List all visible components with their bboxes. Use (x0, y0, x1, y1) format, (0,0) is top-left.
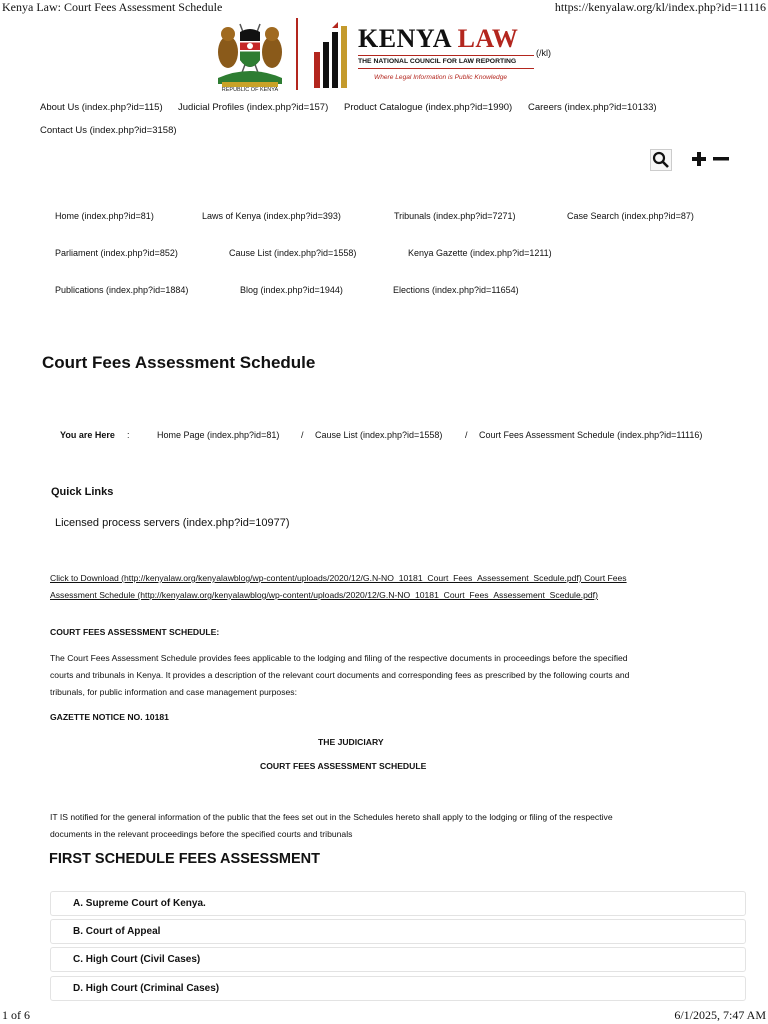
nav-tribunals[interactable]: Tribunals (index.php?id=7271) (394, 211, 516, 221)
accordion-high-court-civil[interactable] (50, 947, 746, 972)
top-nav-careers[interactable]: Careers (index.php?id=10133) (528, 102, 657, 113)
breadcrumb-cause-list[interactable]: Cause List (index.php?id=1558) (315, 430, 443, 440)
print-footer-datetime: 6/1/2025, 7:47 AM (674, 1008, 766, 1022)
zoom-out-button[interactable] (713, 152, 729, 166)
breadcrumb-separator: / (465, 430, 468, 440)
nav-publications[interactable]: Publications (index.php?id=1884) (55, 285, 189, 295)
content-heading: COURT FEES ASSESSMENT SCHEDULE: (50, 627, 220, 637)
logo-divider (296, 18, 298, 90)
quick-link-process-servers[interactable]: Licensed process servers (index.php?id=10977) (55, 517, 290, 529)
accordion-label: C. High Court (Civil Cases) (73, 954, 201, 965)
notice-line-2: documents in the relevant proceedings before the specified courts and tribunals (50, 829, 353, 839)
nav-parliament[interactable]: Parliament (index.php?id=852) (55, 248, 178, 258)
nav-blog[interactable]: Blog (index.php?id=1944) (240, 285, 343, 295)
download-link-continued[interactable]: Assessment Schedule (http://kenyalaw.org/kenyalawblog/wp-content/uploads/2020/12/G.N-NO_10181_Court_Fees_Assessement_Scedule.pdf) (50, 590, 598, 600)
notice-line-1: IT IS notified for the general information of the public that the fees set out in the Schedules hereto shall apply to the lodging or filing of the respective (50, 812, 613, 822)
nav-cause-list[interactable]: Cause List (index.php?id=1558) (229, 248, 357, 258)
magnifier-icon (651, 150, 671, 170)
accordion-high-court-criminal[interactable] (50, 976, 746, 1001)
accordion-label: B. Court of Appeal (73, 926, 161, 937)
accordion-label: A. Supreme Court of Kenya. (73, 898, 206, 909)
accordion-supreme-court[interactable] (50, 891, 746, 916)
nav-elections[interactable]: Elections (index.php?id=11654) (393, 285, 519, 295)
brand-rule (358, 55, 534, 56)
nav-case-search[interactable]: Case Search (index.php?id=87) (567, 211, 694, 221)
quick-links-title: Quick Links (51, 486, 114, 498)
intro-line-3: tribunals, for public information and case management purposes: (50, 687, 297, 697)
print-footer-page: 1 of 6 (2, 1008, 30, 1022)
nav-home[interactable]: Home (index.php?id=81) (55, 211, 154, 221)
breadcrumb-colon: : (127, 430, 130, 440)
judiciary-heading: THE JUDICIARY (318, 737, 384, 747)
plus-icon (692, 152, 706, 166)
first-schedule-title: FIRST SCHEDULE FEES ASSESSMENT (49, 851, 320, 867)
coat-of-arms-caption: REPUBLIC OF KENYA (221, 87, 279, 93)
kenya-law-emblem (312, 22, 356, 92)
print-header-title: Kenya Law: Court Fees Assessment Schedule (2, 0, 223, 14)
intro-line-2: courts and tribunals in Kenya. It provides a description of the relevant court documents and corresponding fees as prescribed by the following courts and (50, 670, 630, 680)
accordion-court-of-appeal[interactable] (50, 919, 746, 944)
print-header-url: https://kenyalaw.org/kl/index.php?id=11116 (554, 0, 766, 14)
brand-rule-2 (358, 68, 534, 69)
brand-subtitle: THE NATIONAL COUNCIL FOR LAW REPORTING (358, 58, 517, 65)
nav-laws-of-kenya[interactable]: Laws of Kenya (index.php?id=393) (202, 211, 341, 221)
breadcrumb-separator: / (301, 430, 304, 440)
top-nav-product-catalogue[interactable]: Product Catalogue (index.php?id=1990) (344, 102, 513, 113)
brand-tagline: Where Legal Information is Public Knowledge (374, 74, 508, 81)
brand-main: KENYA (358, 24, 451, 53)
download-link[interactable]: Click to Download (http://kenyalaw.org/kenyalawblog/wp-content/uploads/2020/12/G.N-NO_10181_Court_Fees_Assessement_Scedule.pdf) Court Fees (50, 573, 627, 583)
brand-title (358, 24, 518, 54)
zoom-in-button[interactable] (692, 152, 706, 166)
breadcrumb-home[interactable]: Home Page (index.php?id=81) (157, 430, 280, 440)
search-button[interactable] (650, 149, 672, 171)
schedule-heading: COURT FEES ASSESSMENT SCHEDULE (260, 761, 427, 771)
breadcrumb-current[interactable]: Court Fees Assessment Schedule (index.php?id=11116) (479, 430, 703, 440)
intro-line-1: The Court Fees Assessment Schedule provides fees applicable to the lodging and filing of the respective documents in proceedings before the specified (50, 653, 628, 663)
breadcrumb-label: You are Here (60, 430, 115, 440)
page-title: Court Fees Assessment Schedule (42, 353, 316, 372)
home-logo-link[interactable]: (/kl) (536, 48, 551, 58)
top-nav-judicial-profiles[interactable]: Judicial Profiles (index.php?id=157) (178, 102, 329, 113)
coat-of-arms-logo (214, 20, 286, 96)
brand-accent: LAW (457, 24, 519, 53)
accordion-label: D. High Court (Criminal Cases) (73, 983, 220, 994)
minus-icon (713, 152, 729, 166)
nav-kenya-gazette[interactable]: Kenya Gazette (index.php?id=1211) (408, 248, 552, 258)
gazette-notice: GAZETTE NOTICE NO. 10181 (50, 712, 169, 722)
top-nav-about-us[interactable]: About Us (index.php?id=115) (40, 102, 163, 113)
top-nav-contact-us[interactable]: Contact Us (index.php?id=3158) (40, 125, 177, 136)
